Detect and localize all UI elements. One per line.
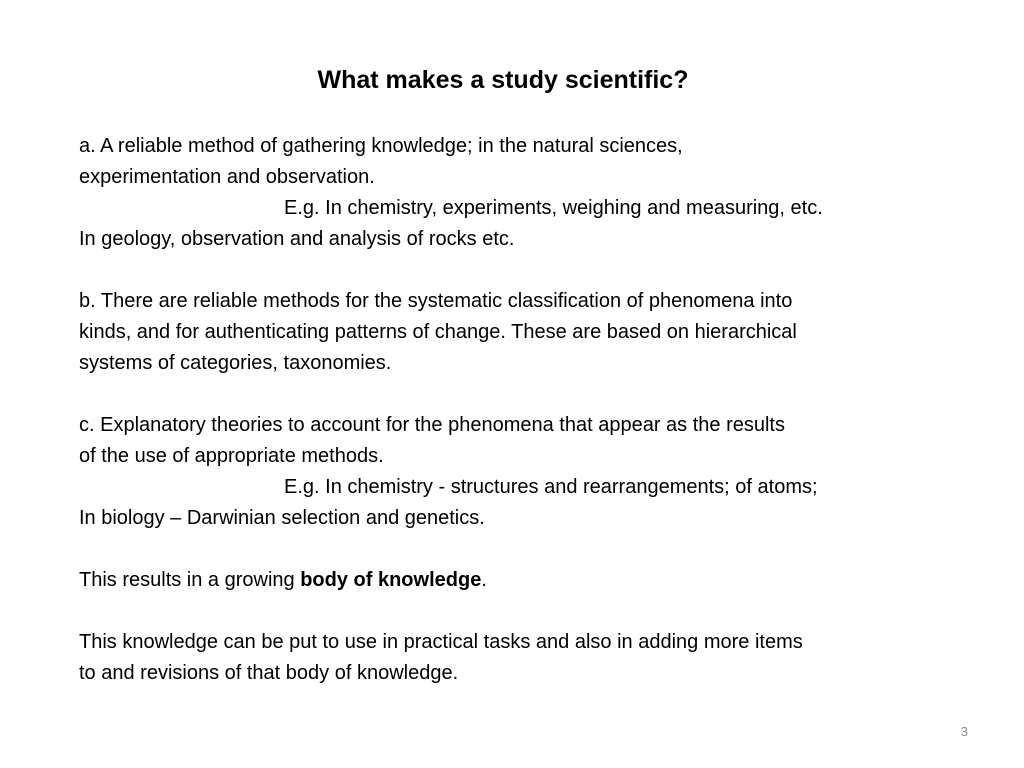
spacer [79,596,959,627]
section-b-line-2: kinds, and for authenticating patterns of change. These are based on hierarchical [79,321,797,343]
section-a-line-4: In geology, observation and analysis of rocks etc. [79,228,515,250]
closing-line-2: to and revisions of that body of knowledge. [79,662,459,684]
spacer [79,534,959,565]
result-statement [79,565,959,596]
section-a-line-2: experimentation and observation. [79,166,375,188]
slide-body [79,131,959,689]
closing-line-1: This knowledge can be put to use in practical tasks and also in adding more items [79,631,803,653]
section-c-line-4: In biology – Darwinian selection and genetics. [79,507,485,529]
section-a [79,131,959,255]
section-b [79,286,959,379]
section-c-example: E.g. In chemistry - structures and rearrangements; of atoms; [284,476,818,498]
section-b-line-1: b. There are reliable methods for the systematic classification of phenomena into [79,290,793,312]
slide-title: What makes a study scientific? [317,66,689,94]
result-prefix: This results in a growing [79,569,301,591]
spacer [79,379,959,410]
section-c [79,410,959,534]
result-emphasis: body of knowledge [300,569,482,591]
section-a-example: E.g. In chemistry, experiments, weighing and measuring, etc. [284,197,823,219]
section-b-line-3: systems of categories, taxonomies. [79,352,392,374]
section-c-line-1: c. Explanatory theories to account for the phenomena that appear as the results [79,414,785,436]
spacer [79,255,959,286]
result-suffix: . [481,569,487,591]
closing-paragraph [79,627,959,689]
section-a-line-1: a. A reliable method of gathering knowledge; in the natural sciences, [79,135,683,157]
page-number: 3 [960,724,968,739]
section-c-line-2: of the use of appropriate methods. [79,445,384,467]
